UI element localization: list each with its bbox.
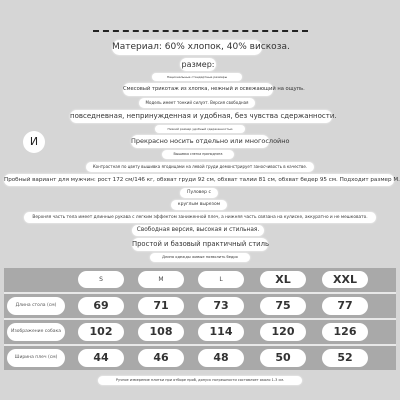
value-cell: 120 bbox=[260, 323, 306, 341]
standard-sizes-note: Национальные стандартные размеры bbox=[152, 73, 242, 81]
value-cell: 52 bbox=[322, 349, 368, 367]
value-cell: 75 bbox=[260, 297, 306, 315]
table-row bbox=[4, 320, 396, 344]
loose-line: Свободная версия, высокая и стильная. bbox=[132, 225, 264, 236]
layering-line: Прекрасно носить отдельно или многослойно bbox=[131, 135, 269, 148]
size-xl: XL bbox=[260, 271, 306, 288]
size-header-row bbox=[4, 268, 396, 292]
dashed-divider bbox=[93, 30, 308, 32]
side-letter: И bbox=[23, 131, 45, 153]
low-size-note: Низкий размер удобный сдержанностью bbox=[155, 125, 245, 133]
pullover-line: Пуловер с bbox=[180, 188, 218, 198]
sleeves-line: Верхняя часть тела имеет длинные рукава с легким эффектом заниженной плеч, а нижняя часть связана на кулиске, аккуратно и не мешковато. bbox=[24, 212, 376, 223]
size-table bbox=[4, 268, 396, 372]
value-cell: 108 bbox=[138, 323, 184, 341]
contrast-line: Контрастная по цвету вышивка ягодицами на левой груди демонстрирует заносчивость в качестве. bbox=[86, 162, 314, 172]
size-xxl: XXL bbox=[322, 271, 368, 288]
embroidery-note: Вышивка слегка приподнята bbox=[162, 150, 234, 159]
row-label-shoulder: Ширина плеч (см) bbox=[7, 349, 65, 367]
model-line: Пробный вариант для мужчин: рост 172 см/146 кг, обхват груди 92 см, обхват талии 81 см, обхват бедер 95 см. Подходит размер M. bbox=[4, 174, 394, 186]
table-row bbox=[4, 294, 396, 318]
casual-line: повседневная, непринужденная и удобная, без чувства сдержанности. bbox=[70, 110, 332, 123]
basic-style-line: Простой и базовый практичный стиль bbox=[132, 238, 268, 251]
material-line: Материал: 60% хлопок, 40% вискоза. bbox=[112, 40, 262, 55]
measurement-note: Ручное измерение плитки при отборе проб, допуск погрешности составляет около 1-3 см. bbox=[98, 376, 302, 385]
fabric-line: Смесовый трикотаж из хлопка, нежный и освежающий на ощупь. bbox=[123, 83, 273, 96]
table-row bbox=[4, 346, 396, 370]
value-cell: 44 bbox=[78, 349, 124, 367]
value-cell: 71 bbox=[138, 297, 184, 315]
row-label-chest: Изображение собака bbox=[7, 323, 65, 341]
size-m: M bbox=[138, 271, 184, 288]
length-line: Длина одежды живые позволить бедро bbox=[150, 253, 250, 262]
value-cell: 46 bbox=[138, 349, 184, 367]
value-cell: 73 bbox=[198, 297, 244, 315]
size-l: L bbox=[198, 271, 244, 288]
value-cell: 102 bbox=[78, 323, 124, 341]
value-cell: 48 bbox=[198, 349, 244, 367]
size-s: S bbox=[78, 271, 124, 288]
neckline-line: круглым вырезом bbox=[171, 200, 227, 210]
value-cell: 69 bbox=[78, 297, 124, 315]
fit-line: Модель имеет тонкий силуэт. Версия свободная bbox=[139, 98, 255, 108]
row-label-length: Длина стола (см) bbox=[7, 297, 65, 315]
value-cell: 77 bbox=[322, 297, 368, 315]
size-heading: размер: bbox=[181, 60, 215, 69]
value-cell: 50 bbox=[260, 349, 306, 367]
value-cell: 114 bbox=[198, 323, 244, 341]
value-cell: 126 bbox=[322, 323, 368, 341]
